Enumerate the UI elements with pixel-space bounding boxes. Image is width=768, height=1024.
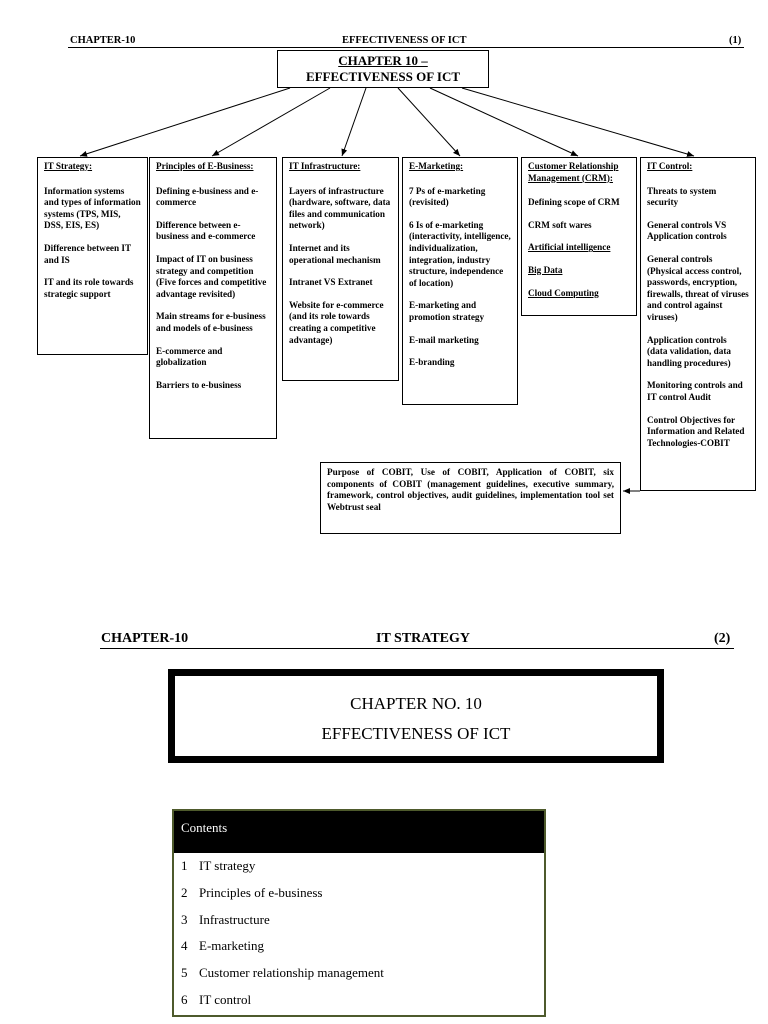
chapter-title: EFFECTIVENESS OF ICT [321, 724, 511, 743]
box-item: Monitoring controls and IT control Audit [647, 380, 743, 402]
box-item: 7 Ps of e-marketing (revisited) [409, 185, 486, 208]
box-item: Application controls (data validation, data handling procedures) [647, 334, 731, 368]
contents-item[interactable] [174, 880, 544, 907]
page1-page-number: (1) [729, 35, 742, 46]
box-item: Control Objectives for Information and Related Technologies-COBIT [647, 414, 745, 448]
box-it-control [640, 157, 756, 491]
box-item: IT and its role towards strategic support [44, 277, 134, 299]
arrow-to-crm [430, 88, 578, 156]
box-item: E-mail marketing [409, 334, 479, 345]
box-item: Difference between e-business and e-commerce [156, 219, 256, 242]
arrow-to-e-business [212, 88, 330, 156]
box-item: E-commerce and globalization [156, 345, 223, 368]
contents-item-label: IT strategy [199, 858, 256, 874]
box-item: Difference between IT and IS [44, 242, 131, 265]
contents-item-number: 4 [181, 938, 188, 954]
box-heading: Principles of E-Business: [156, 161, 254, 171]
page1-header-left: CHAPTER-10 [70, 35, 136, 46]
box-item: Threats to system security [647, 185, 717, 208]
box-cobit: Purpose of COBIT, Use of COBIT, Application of COBIT, six components of COBIT (management guidelines, executive summary, framework, control objectives, audit guidelines, implementation tool set Webtrust seal [320, 462, 621, 534]
contents-item-label: Principles of e-business [199, 885, 323, 901]
page2-header-left: CHAPTER-10 [101, 631, 189, 646]
page1-header-center: EFFECTIVENESS OF ICT [342, 35, 467, 46]
box-item: General controls VS Application controls [647, 219, 727, 242]
box-item: Intranet VS Extranet [289, 277, 373, 288]
contents-heading: Contents [174, 811, 544, 853]
box-item: E-marketing and promotion strategy [409, 300, 485, 322]
contents-item[interactable] [174, 960, 544, 987]
box-item: Website for e-commerce (and its role towards creating a competitive advantage) [289, 299, 384, 345]
box-item: Artificial intelligence [528, 242, 611, 253]
box-heading: IT Strategy: [44, 161, 93, 171]
diagram-title-line1: CHAPTER 10 – [338, 53, 428, 68]
box-heading: E-Marketing: [409, 161, 464, 171]
chapter-number: CHAPTER NO. 10 [350, 694, 482, 713]
contents-item[interactable] [174, 933, 544, 960]
page1-header-rule [68, 47, 744, 48]
arrow-to-e-marketing [398, 88, 460, 156]
box-heading: Customer Relationship Management (CRM): [528, 161, 619, 183]
box-item: Main streams for e-business and models of e-business [156, 311, 266, 333]
contents-item[interactable] [174, 853, 544, 880]
box-item: Big Data [528, 264, 563, 275]
box-e-business [149, 157, 277, 439]
box-e-marketing [402, 157, 518, 405]
contents-item-number: 6 [181, 991, 188, 1007]
diagram-title-line2: EFFECTIVENESS OF ICT [305, 69, 461, 84]
box-item: Information systems and types of information systems (TPS, MIS, DSS, EIS, ES) [44, 185, 141, 231]
contents-table [172, 809, 546, 1017]
contents-item-label: Infrastructure [199, 911, 270, 927]
page2-page-number: (2) [714, 631, 731, 646]
box-item: Layers of infrastructure (hardware, software, data files and communication network) [289, 185, 391, 231]
contents-item-label: IT control [199, 991, 252, 1007]
box-item: Defining scope of CRM [528, 197, 620, 208]
box-heading: IT Infrastructure: [289, 161, 361, 171]
box-heading: IT Control: [647, 161, 693, 171]
contents-item[interactable] [174, 906, 544, 933]
page2-header-rule [100, 648, 734, 649]
box-item: Internet and its operational mechanism [289, 242, 381, 265]
arrow-to-infrastructure [342, 88, 366, 156]
diagram-title-box [277, 50, 489, 88]
box-item: Defining e-business and e-commerce [156, 185, 259, 208]
box-it-strategy [37, 157, 148, 355]
box-crm [521, 157, 637, 316]
box-item: 6 Is of e-marketing (interactivity, intelligence, individualization, integration, industry structure, independence of location) [409, 219, 511, 288]
arrow-to-it-strategy [80, 88, 290, 156]
contents-item-label: Customer relationship management [199, 965, 384, 981]
contents-item[interactable] [174, 986, 544, 1013]
page2-header-center: IT STRATEGY [376, 631, 471, 646]
box-item: Barriers to e-business [156, 379, 242, 390]
contents-item-number: 3 [181, 911, 188, 927]
arrow-to-it-control [462, 88, 694, 156]
chapter-title-box [168, 669, 664, 763]
box-item: Cloud Computing [528, 287, 599, 298]
contents-item-number: 2 [181, 885, 188, 901]
box-item: CRM soft wares [528, 219, 592, 230]
box-item: Impact of IT on business strategy and competition (Five forces and competitive advantage revisited) [156, 253, 267, 299]
box-it-infrastructure [282, 157, 399, 381]
box-item: E-branding [409, 357, 455, 368]
contents-item-number: 1 [181, 858, 188, 874]
box-item: General controls (Physical access control, passwords, encryption, firewalls, threat of viruses and control against viruses) [647, 253, 749, 322]
contents-item-label: E-marketing [199, 938, 264, 954]
contents-item-number: 5 [181, 965, 188, 981]
